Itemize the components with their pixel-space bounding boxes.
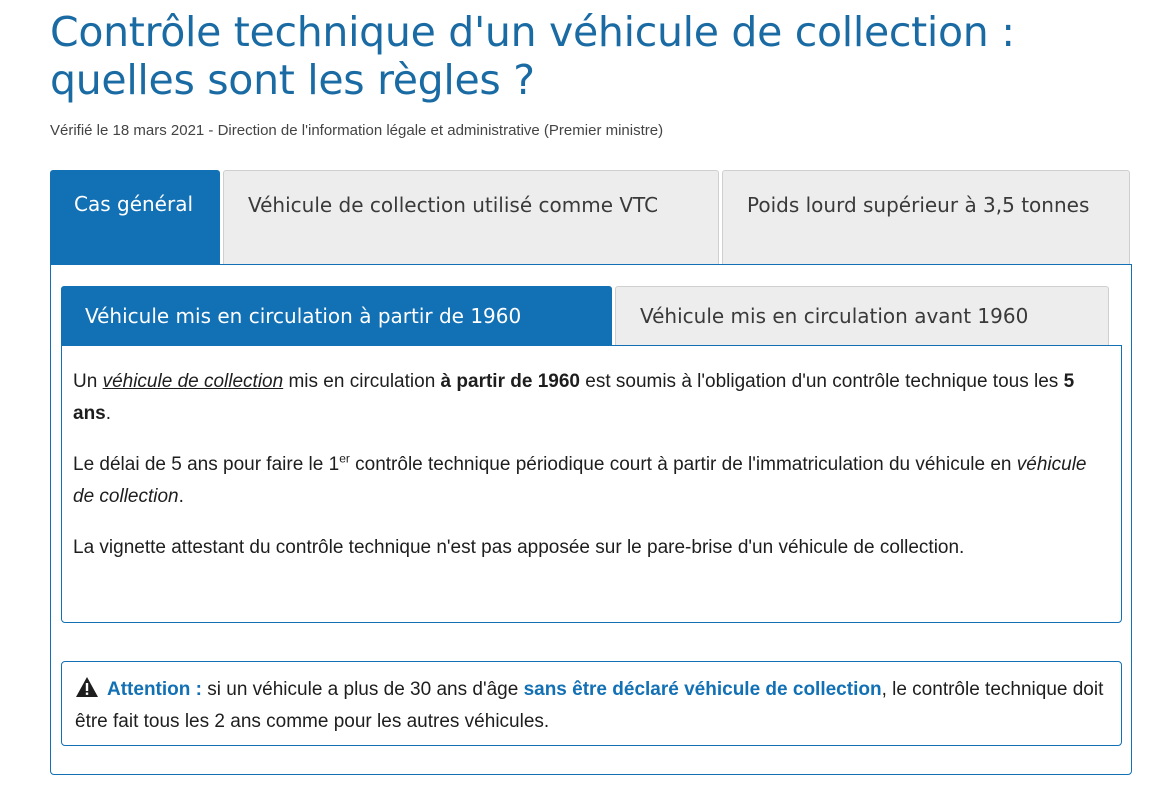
tab-poids-lourd[interactable] bbox=[722, 170, 1130, 264]
subtab-label: Véhicule mis en circulation à partir de 1960 bbox=[85, 304, 522, 328]
tab-vtc[interactable] bbox=[223, 170, 719, 264]
verification-info: Vérifié le 18 mars 2021 - Direction de l'information légale et administrative (Premier ministre) bbox=[50, 122, 664, 139]
text: si un véhicule a plus de 30 ans d'âge bbox=[201, 679, 524, 700]
paragraph-vignette: La vignette attestant du contrôle technique n'est pas apposée sur le pare-brise d'un véhicule de collection. bbox=[73, 537, 965, 558]
paragraph-delai bbox=[73, 449, 1111, 513]
paragraph-obligation bbox=[73, 366, 1111, 430]
text: contrôle technique périodique court à partir de l'immatriculation du véhicule en bbox=[349, 454, 1017, 475]
link-text: véhicule de collection bbox=[102, 371, 284, 392]
superscript: er bbox=[339, 451, 350, 466]
subtab-panel bbox=[61, 345, 1122, 623]
text: mis en circulation bbox=[283, 371, 441, 392]
main-tabs bbox=[50, 170, 1132, 266]
page-title: Contrôle technique d'un véhicule de collection : quelles sont les règles ? bbox=[50, 8, 1015, 104]
text: Le délai de 5 ans pour faire le 1 bbox=[73, 454, 340, 475]
tab-label: Véhicule de collection utilisé comme VTC bbox=[248, 193, 659, 217]
vehicule-collection-link[interactable] bbox=[103, 371, 284, 392]
bold-text: à partir de 1960 bbox=[440, 371, 580, 392]
tab-cas-general[interactable] bbox=[50, 170, 220, 264]
declaration-collection-link[interactable]: sans être déclaré véhicule de collection bbox=[523, 679, 882, 700]
text: Un bbox=[73, 371, 103, 392]
attention-box bbox=[61, 661, 1122, 746]
text: est soumis à l'obligation d'un contrôle technique tous les bbox=[579, 371, 1064, 392]
subtab-before-1960[interactable] bbox=[615, 286, 1109, 346]
italic-text: véhicule de collection bbox=[73, 454, 1087, 507]
subtab-label: Véhicule mis en circulation avant 1960 bbox=[640, 304, 1029, 328]
text: , le contrôle technique doit être fait tous les 2 ans comme pour les autres véhicules. bbox=[75, 679, 1104, 732]
bold-text: 5 ans bbox=[73, 371, 1075, 424]
warning-icon bbox=[75, 676, 99, 698]
tab-label: Poids lourd supérieur à 3,5 tonnes bbox=[747, 193, 1090, 217]
subtab-from-1960[interactable] bbox=[61, 286, 612, 346]
tab-label: Cas général bbox=[74, 192, 194, 216]
text: . bbox=[178, 486, 184, 507]
text: . bbox=[105, 403, 112, 424]
attention-label: Attention : bbox=[107, 679, 202, 700]
